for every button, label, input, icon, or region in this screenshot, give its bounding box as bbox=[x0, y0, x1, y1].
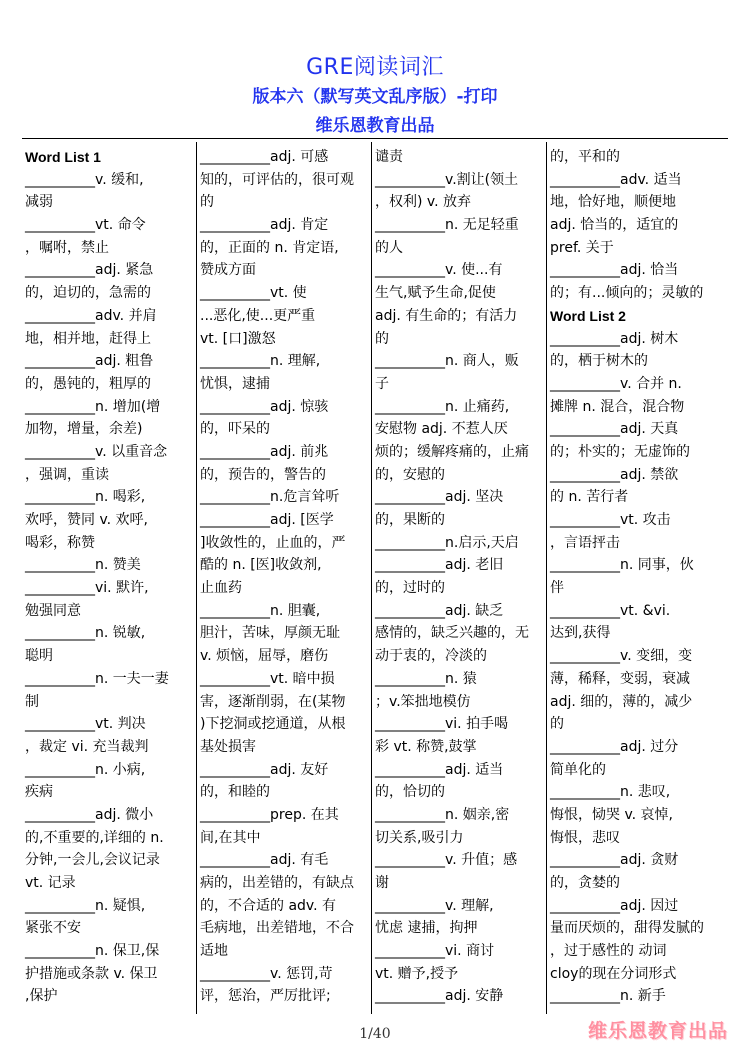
vocab-line: 欢呼，赞同 v. 欢呼, bbox=[25, 512, 148, 528]
vocab-line: __________adj. 可感 bbox=[200, 149, 329, 165]
vocab-line: 摊牌 n. 混合，混合物 bbox=[550, 398, 685, 415]
vocab-line: __________n. 姻亲,密 bbox=[375, 806, 510, 823]
vocab-line: __________vt. &vi. bbox=[550, 602, 671, 619]
vocab-line: __________vt. 暗中损 bbox=[200, 670, 335, 687]
vocab-column-2 bbox=[200, 146, 370, 1008]
vocab-line: 适地 bbox=[200, 943, 228, 960]
word-list-heading: Word List 1 bbox=[25, 149, 101, 165]
vocab-line: 切关系,吸引力 bbox=[375, 829, 464, 846]
vocab-line: __________adv. 适当 bbox=[550, 171, 682, 188]
vocab-line: 烦的；缓解疼痛的，止痛 bbox=[375, 443, 529, 460]
vocab-line: adj. 恰当的，适宜的 bbox=[550, 217, 679, 234]
vocab-line: __________v. 以重音念 bbox=[25, 443, 168, 460]
vocab-line: 聪明 bbox=[25, 648, 53, 665]
watermark: 维乐恩教育出品 bbox=[587, 1020, 728, 1042]
vocab-line: 的，果断的 bbox=[375, 512, 445, 528]
vocab-line: ]收敛性的，止血的，严 bbox=[200, 534, 346, 551]
vocab-line: 知的，可评估的，很可观 bbox=[200, 171, 354, 188]
vocab-line: 薄，稀释，变弱，衰减 bbox=[550, 670, 690, 687]
vocab-line: __________adj. 树木 bbox=[550, 330, 679, 347]
vocab-line: __________n. 悲叹, bbox=[550, 784, 671, 801]
vocab-line: 评，惩治，严厉批评; bbox=[200, 988, 331, 1005]
vocab-line: 基处损害 bbox=[200, 738, 256, 755]
column-divider bbox=[546, 142, 547, 1014]
vocab-line: vt. 赠予,授予 bbox=[375, 965, 459, 982]
vocab-line: __________adj. 粗鲁 bbox=[25, 353, 154, 370]
vocab-line: 子 bbox=[375, 375, 389, 392]
vocab-line: 简单化的 bbox=[550, 761, 606, 778]
vocab-line: 的，恰切的 bbox=[375, 784, 445, 801]
vocab-line: __________n. 无足轻重 bbox=[375, 217, 519, 234]
vocab-line: 的，不合适的 adv. 有 bbox=[200, 897, 337, 914]
vocab-line: 安慰物 adj. 不惹人厌 bbox=[375, 421, 508, 438]
vocab-line: __________adj. 贪财 bbox=[550, 852, 679, 869]
vocab-line: ,保护 bbox=[25, 988, 58, 1005]
vocab-line: __________adj. 缺乏 bbox=[375, 602, 504, 619]
vocab-line: 酷的 n. [医]收敛剂, bbox=[200, 557, 322, 574]
vocab-line: 伴 bbox=[550, 580, 564, 597]
vocab-line: 的，预告的，警告的 bbox=[200, 466, 326, 483]
vocab-line: 彩 vt. 称赞,鼓掌 bbox=[375, 738, 477, 755]
vocab-line: __________n. 理解, bbox=[200, 353, 321, 370]
vocab-line: 的，迫切的，急需的 bbox=[25, 285, 151, 302]
vocab-line: cloy的现在分词形式 bbox=[550, 965, 677, 982]
vocab-line: 感情的，缺乏兴趣的，无 bbox=[375, 625, 529, 642]
vocab-line: __________adj. 因过 bbox=[550, 897, 679, 914]
vocab-line: __________v. 理解, bbox=[375, 897, 494, 914]
vocab-line: ，嘱咐，禁止 bbox=[25, 239, 109, 256]
page-number: 1/40 bbox=[359, 1026, 391, 1042]
vocab-line: __________n.启示,天启 bbox=[375, 534, 519, 551]
vocab-line: 胆汁，苦味，厚颜无耻 bbox=[200, 625, 340, 642]
vocab-line: __________adj. 恰当 bbox=[550, 262, 679, 279]
vocab-line: __________n. 锐敏, bbox=[25, 625, 146, 642]
vocab-line: 制 bbox=[25, 693, 39, 710]
vocab-line: 的 bbox=[200, 194, 214, 211]
vocab-line: 勉强同意 bbox=[25, 602, 81, 619]
vocab-line: 分钟,一会儿,会议记录 bbox=[25, 852, 160, 869]
vocab-line: 止血药 bbox=[200, 580, 242, 597]
vocab-line: __________adj. 肯定 bbox=[200, 217, 329, 234]
vocab-line: 地，相并地，赶得上 bbox=[25, 330, 151, 347]
vocab-line: 的，平和的 bbox=[550, 149, 620, 165]
vocab-column-1 bbox=[25, 146, 195, 1008]
vocab-line: 的，愚钝的，粗厚的 bbox=[25, 375, 151, 392]
vocab-line: __________n. 一夫一妻 bbox=[25, 670, 169, 687]
vocab-line: v. 烦恼，屈辱，磨伤 bbox=[200, 648, 329, 665]
vocab-line: 悔恨，悲叹 bbox=[550, 829, 620, 846]
vocab-line: 的，过时的 bbox=[375, 580, 445, 597]
vocab-line: ；v.笨拙地模仿 bbox=[375, 693, 471, 710]
vocab-line: __________vt. 命令 bbox=[25, 217, 146, 234]
vocab-line: vt. 记录 bbox=[25, 875, 76, 891]
vocab-line: 的 bbox=[375, 330, 389, 347]
vocab-line: __________adj. 禁欲 bbox=[550, 466, 679, 483]
vocab-line: 忧惧，逮捕 bbox=[200, 375, 270, 392]
vocab-line: adj. 有生命的；有活力 bbox=[375, 307, 518, 324]
vocab-line: __________vt. 使 bbox=[200, 285, 307, 302]
vocab-line: 的，吓呆的 bbox=[200, 421, 270, 438]
vocab-column-3 bbox=[375, 146, 545, 1008]
vocab-line: 减弱 bbox=[25, 194, 53, 211]
vocab-line: __________vt. 攻击 bbox=[550, 512, 671, 528]
word-list-heading: Word List 2 bbox=[550, 307, 626, 324]
vocab-line: 的,不重要的,详细的 n. bbox=[25, 829, 164, 846]
vocab-line: 量而厌烦的，甜得发腻的 bbox=[550, 920, 704, 937]
vocab-line: __________vi. 商讨 bbox=[375, 943, 495, 960]
vocab-line: ...恶化,使...更严重 bbox=[200, 307, 316, 324]
vocab-line: __________n. 新手 bbox=[550, 988, 666, 1005]
vocab-line: vt. [口]激怒 bbox=[200, 330, 276, 347]
vocab-line: __________vi. 拍手喝 bbox=[375, 716, 509, 733]
publisher-line: 维乐恩教育出品 bbox=[315, 116, 435, 136]
vocab-line: ，权利) v. 放弃 bbox=[375, 194, 472, 211]
vocab-line: __________adj. 天真 bbox=[550, 421, 679, 438]
vocab-line: __________vt. 判决 bbox=[25, 716, 146, 733]
vocab-line: __________adj. 过分 bbox=[550, 738, 679, 755]
vocab-line: __________n. 小病, bbox=[25, 761, 146, 778]
vocab-line: __________adj. 老旧 bbox=[375, 557, 504, 574]
vocab-line: 病的，出差错的，有缺点 bbox=[200, 875, 354, 891]
vocab-line: __________adj. 适当 bbox=[375, 761, 504, 778]
vocab-line: 的，栖于树木的 bbox=[550, 353, 648, 370]
page-title: GRE阅读词汇 bbox=[306, 55, 444, 80]
vocab-line: __________v. 缓和, bbox=[25, 171, 144, 188]
vocab-line: __________v. 合并 n. bbox=[550, 375, 682, 392]
vocab-line: 的 bbox=[550, 716, 564, 733]
vocab-line: 达到,获得 bbox=[550, 625, 611, 642]
vocab-line: __________adj. 坚决 bbox=[375, 489, 504, 506]
page-subtitle: 版本六（默写英文乱序版）-打印 bbox=[252, 87, 498, 107]
vocab-line: 护措施或条款 v. 保卫 bbox=[25, 965, 158, 982]
vocab-line: )下挖洞或挖通道，从根 bbox=[200, 716, 346, 733]
vocab-line: __________n. 商人，贩 bbox=[375, 353, 519, 370]
vocab-line: __________n. 保卫,保 bbox=[25, 943, 160, 960]
vocab-line: 喝彩，称赞 bbox=[25, 534, 95, 551]
vocab-line: __________prep. 在其 bbox=[200, 806, 339, 823]
vocab-line: 的，贪婪的 bbox=[550, 875, 620, 891]
vocab-line: __________n. 止痛药, bbox=[375, 398, 510, 415]
vocab-line: ，强调，重读 bbox=[25, 466, 109, 483]
vocab-line: 的，安慰的 bbox=[375, 466, 445, 483]
vocab-line: __________n.危言耸听 bbox=[200, 489, 340, 506]
vocab-line: 谴责 bbox=[375, 149, 403, 165]
column-divider bbox=[196, 142, 197, 1014]
vocab-line: 的，正面的 n. 肯定语, bbox=[200, 239, 339, 256]
vocab-line: __________adj. 前兆 bbox=[200, 443, 329, 460]
vocab-line: __________v. 变细，变 bbox=[550, 648, 693, 665]
vocab-line: __________v. 使...有 bbox=[375, 262, 503, 279]
vocab-line: __________n. 疑惧, bbox=[25, 897, 146, 914]
vocab-line: __________n. 增加(增 bbox=[25, 398, 161, 415]
vocab-line: 的人 bbox=[375, 239, 403, 256]
vocab-line: adj. 细的，薄的，减少 bbox=[550, 693, 693, 710]
vocab-line: 的，和睦的 bbox=[200, 784, 270, 801]
vocab-line: __________v.割让(领土 bbox=[375, 171, 519, 188]
vocab-line: 疾病 bbox=[25, 784, 53, 801]
column-divider bbox=[371, 142, 372, 1014]
vocab-line: 间,在其中 bbox=[200, 829, 261, 846]
vocab-line: 动于衷的，冷淡的 bbox=[375, 648, 487, 665]
vocab-line: __________n. 同事，伙 bbox=[550, 557, 694, 574]
vocab-line: __________n. 赞美 bbox=[25, 557, 141, 574]
vocab-line: __________v. 惩罚,苛 bbox=[200, 965, 333, 982]
vocab-line: 毛病地，出差错地，不合 bbox=[200, 920, 354, 937]
vocab-line: 的；有...倾向的；灵敏的 bbox=[550, 285, 704, 302]
vocab-line: 谢 bbox=[375, 875, 389, 891]
vocab-line: ，过于感性的 动词 bbox=[550, 943, 667, 960]
vocab-line: __________adj. 惊骇 bbox=[200, 398, 329, 415]
vocab-line: __________adj. 安静 bbox=[375, 988, 504, 1005]
vocab-line: pref. 关于 bbox=[550, 239, 614, 256]
vocab-line: ，言语抨击 bbox=[550, 534, 620, 551]
vocab-line: __________adv. 并肩 bbox=[25, 307, 157, 324]
vocab-line: 忧虑 逮捕，拘押 bbox=[375, 920, 478, 937]
vocab-line: __________n. 猿 bbox=[375, 670, 477, 687]
vocab-line: 赞成方面 bbox=[200, 262, 256, 279]
vocab-line: __________adj. 紧急 bbox=[25, 262, 154, 279]
vocab-line: __________v. 升值；感 bbox=[375, 852, 518, 869]
vocab-line: ，裁定 vi. 充当裁判 bbox=[25, 738, 149, 755]
vocab-column-4 bbox=[550, 146, 720, 1008]
vocab-line: 生气,赋予生命,促使 bbox=[375, 285, 496, 302]
vocab-line: 悔恨，恸哭 v. 哀悼, bbox=[550, 806, 673, 823]
vocab-line: 加物，增量，余差) bbox=[25, 421, 143, 438]
vocab-line: __________adj. 友好 bbox=[200, 761, 329, 778]
vocab-line: __________n. 胆囊, bbox=[200, 602, 321, 619]
vocab-line: 的；朴实的；无虚饰的 bbox=[550, 443, 690, 460]
vocab-line: __________adj. [医学 bbox=[200, 512, 334, 528]
vocab-line: __________vi. 默许, bbox=[25, 580, 149, 597]
vocab-line: __________adj. 微小 bbox=[25, 806, 154, 823]
top-rule bbox=[22, 138, 728, 139]
vocab-line: 害，逐渐削弱，在(某物 bbox=[200, 693, 346, 710]
vocab-line: 地，恰好地，顺便地 bbox=[550, 194, 676, 211]
vocab-line: 紧张不安 bbox=[25, 920, 81, 937]
vocab-line: __________adj. 有毛 bbox=[200, 852, 329, 869]
vocab-line: __________n. 喝彩, bbox=[25, 489, 146, 506]
vocab-line: 的 n. 苦行者 bbox=[550, 489, 629, 506]
